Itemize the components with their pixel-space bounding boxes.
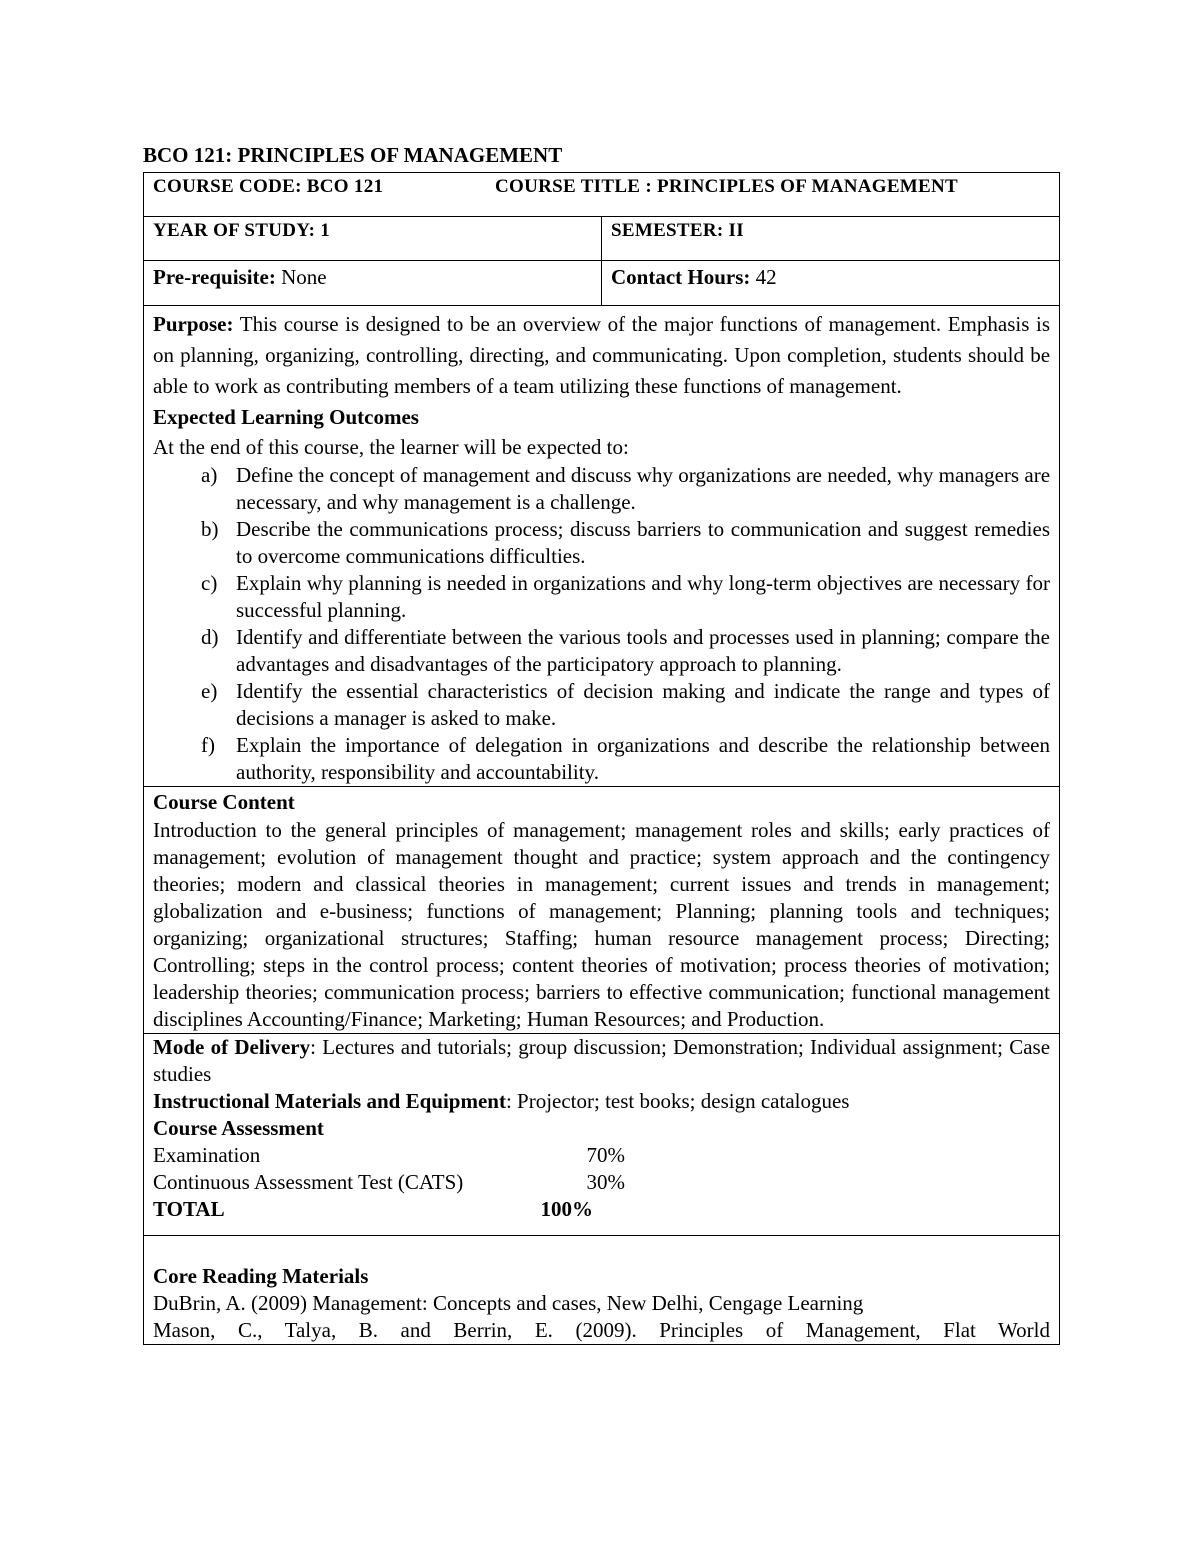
spacer — [153, 1236, 1050, 1263]
list-item — [153, 462, 1050, 516]
contact-hours-cell — [602, 261, 1060, 306]
reading-cell — [144, 1236, 1060, 1345]
course-code-cell — [144, 173, 1060, 217]
list-marker: b) — [201, 517, 219, 541]
assessment-value: 70% — [586, 1143, 625, 1167]
course-content-text: Introduction to the general principles of management; management roles and skills; early practices of management; evolution of management thought and practice; system approach and the contingency theories; modern and classical theories in management; current issues and trends in management; globalization and e-business; functions of management; Planning; planning tools and techniques; organizing; organizational structures; Staffing; human resource management process; Directing; Controlling; steps in the control process; content theories of motivation; process theories of motivation; leadership theories; communication process; barriers to effective communication; functional management disciplines Accounting/Finance; Marketing; Human Resources; and Production. — [153, 818, 1051, 1031]
year-of-study: YEAR OF STUDY: 1 — [144, 217, 602, 261]
contact-hours-value: 42 — [750, 265, 777, 289]
course-assessment-heading: Course Assessment — [153, 1116, 324, 1140]
assessment-label: Examination — [153, 1143, 261, 1167]
instructional-materials-label: Instructional Materials and Equipment — [153, 1089, 506, 1113]
list-item — [153, 678, 1050, 732]
mode-of-delivery — [153, 1034, 1050, 1088]
mode-of-delivery-text: : Lectures and tutorials; group discussion; Demonstration; Individual assignment; Case studies — [153, 1035, 1051, 1086]
list-item — [153, 516, 1050, 570]
purpose-paragraph — [153, 306, 1050, 402]
list-item-text: Identify and differentiate between the various tools and processes used in planning; compare the advantages and disadvantages of the participatory approach to planning. — [236, 625, 1051, 676]
document-title: BCO 121: PRINCIPLES OF MANAGEMENT — [143, 143, 563, 167]
outcomes-intro: At the end of this course, the learner will be expected to: — [153, 435, 629, 459]
reading-row — [144, 1236, 1060, 1345]
course-code: COURSE CODE: BCO 121 — [153, 176, 384, 197]
total-value: 100% — [540, 1197, 593, 1221]
year-semester-row — [144, 217, 1060, 261]
list-item — [153, 732, 1050, 786]
instructional-materials — [153, 1088, 1050, 1115]
list-marker: f) — [201, 733, 215, 757]
list-item-text: Explain why planning is needed in organizations and why long-term objectives are necessary for successful planning. — [236, 571, 1051, 622]
assessment-row — [153, 1142, 1050, 1169]
list-item — [153, 624, 1050, 678]
assessment-row — [153, 1169, 1050, 1196]
outcomes-heading: Expected Learning Outcomes — [153, 405, 419, 429]
assessment-value: 30% — [586, 1170, 625, 1194]
list-item-text: Describe the communications process; discuss barriers to communication and suggest remedies to overcome communications difficulties. — [236, 517, 1051, 568]
course-content-cell — [144, 787, 1060, 1034]
purpose-label: Purpose: — [153, 312, 234, 336]
purpose-outcomes-cell — [144, 306, 1060, 787]
assessment-label: Continuous Assessment Test (CATS) — [153, 1170, 464, 1194]
reading-item: DuBrin, A. (2009) Management: Concepts and cases, New Delhi, Cengage Learning — [153, 1291, 864, 1315]
assessment-total-row — [153, 1196, 1050, 1223]
course-outline-table — [143, 172, 1060, 1345]
course-code-row — [144, 173, 1060, 217]
prerequisite-cell — [144, 261, 602, 306]
list-item-text: Identify the essential characteristics of decision making and indicate the range and types of decisions a manager is asked to make. — [236, 679, 1051, 730]
prerequisite-label: Pre-requisite: — [153, 265, 276, 289]
mode-of-delivery-label: Mode of Delivery — [153, 1035, 311, 1059]
reading-item: Mason, C., Talya, B. and Berrin, E. (2009). Principles of Management, Flat World — [153, 1318, 1051, 1342]
course-content-heading: Course Content — [153, 790, 295, 814]
instructional-materials-text: : Projector; test books; design catalogues — [505, 1089, 850, 1113]
purpose-text: This course is designed to be an overview of the major functions of management. Emphasis is on planning, organizing, controlling, directing, and communicating. Upon completion, students should be able to work as contributing members of a team utilizing these functions of management. — [153, 312, 1051, 398]
semester: SEMESTER: II — [602, 217, 1060, 261]
prereq-hours-row — [144, 261, 1060, 306]
total-label: TOTAL — [153, 1197, 225, 1221]
list-marker: e) — [201, 679, 218, 703]
course-content-row — [144, 787, 1060, 1034]
delivery-assessment-cell — [144, 1034, 1060, 1236]
reading-heading: Core Reading Materials — [153, 1264, 369, 1288]
prerequisite-value: None — [275, 265, 327, 289]
list-marker: c) — [201, 571, 218, 595]
list-item — [153, 570, 1050, 624]
purpose-outcomes-row — [144, 306, 1060, 787]
list-marker: a) — [201, 463, 218, 487]
list-item-text: Explain the importance of delegation in organizations and describe the relationship between authority, responsibility and accountability. — [236, 733, 1051, 784]
outcomes-list — [153, 462, 1050, 786]
contact-hours-label: Contact Hours: — [611, 265, 751, 289]
course-title: COURSE TITLE : PRINCIPLES OF MANAGEMENT — [495, 176, 959, 197]
list-marker: d) — [201, 625, 219, 649]
list-item-text: Define the concept of management and discuss why organizations are needed, why managers are necessary, and why management is a challenge. — [236, 463, 1051, 514]
delivery-assessment-row — [144, 1034, 1060, 1236]
